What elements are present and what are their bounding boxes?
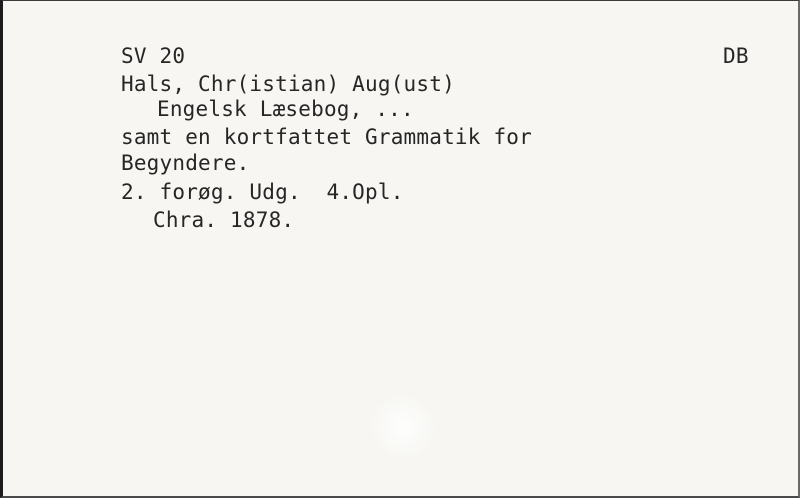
edition-line: 2. forøg. Udg. 4.Opl.: [121, 180, 404, 204]
subtitle-line: samt en kortfattet Grammatik for: [121, 125, 532, 149]
imprint-line: Chra. 1878.: [153, 208, 295, 232]
call-number: SV 20: [121, 44, 186, 68]
title-line: Engelsk Læsebog, ...: [157, 97, 414, 121]
subtitle-continued-line: Begyndere.: [121, 151, 250, 175]
author-line: Hals, Chr(istian) Aug(ust): [121, 72, 455, 96]
location-code: DB: [723, 44, 749, 68]
paper-smudge: [371, 394, 435, 460]
